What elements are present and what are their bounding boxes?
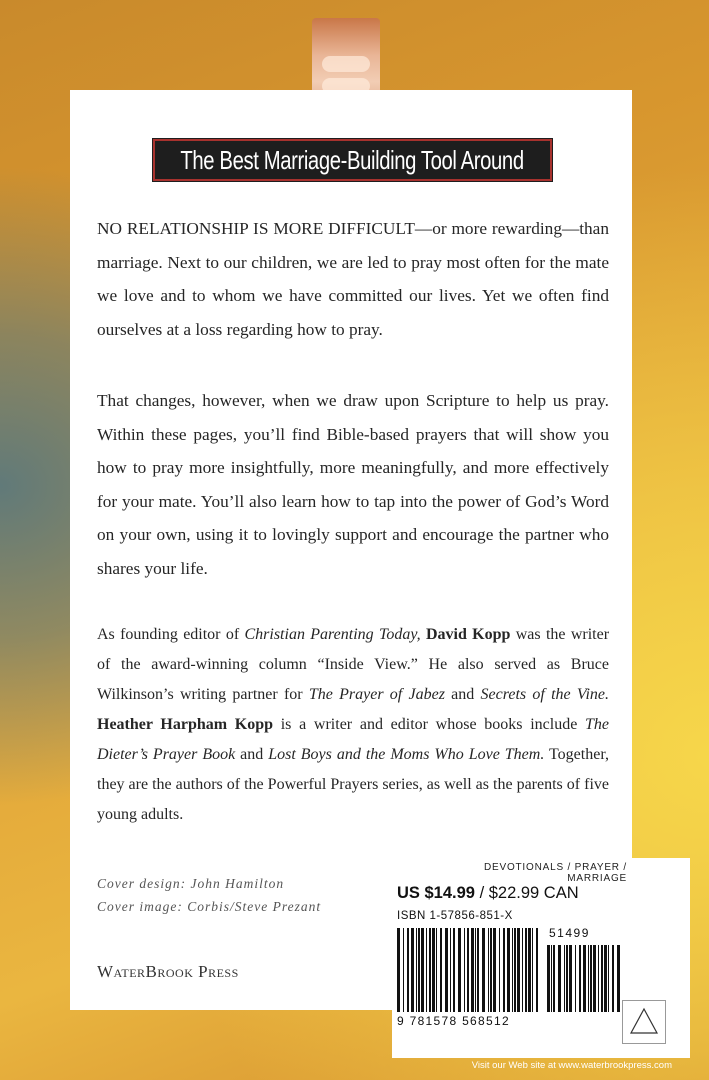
body-paragraph: That changes, however, when we draw upon Scripture to help us pray. Within these pages, you’ll find Bible-based prayers that will show you how to pray more insightfully, more meaningfully, and more effectively for your mate. You’ll also learn how to tap into the power of God’s Word on your own, using it to lovingly support and encourage the partner who shares your life. (97, 391, 609, 578)
knuckle-highlight (322, 56, 370, 72)
addon-digits: 51499 (549, 926, 590, 940)
cover-credits (97, 872, 321, 918)
publisher-triangle-icon (622, 1000, 666, 1044)
book-title: The Dieter’s Prayer Book (97, 716, 609, 763)
author-bio: As founding editor of Christian Parenting Today, David Kopp was the writer of the award-winning column “Inside View.” He also served as Bruce Wilkinson’s writing partner for The Prayer of Jabez and Secrets of the Vine. Heather Harpham Kopp is a writer and editor whose books include The Dieter’s Prayer Book and Lost Boys and the Moms Who Love Them. Together, they are the authors of the Powerful Prayers series, as well as the parents of five young adults. (97, 626, 610, 823)
book-title: Lost Boys and the Moms Who Love Them. (268, 746, 545, 763)
book-title: Secrets of the Vine. (480, 686, 610, 703)
barcode-digits: 9 781578 568512 (397, 1014, 510, 1028)
website-note: Visit our Web site at www.waterbrookpress.com (471, 1060, 672, 1071)
cover-design-credit: Cover design: John Hamilton (97, 876, 285, 891)
publisher-logo: WaterBrook Press (97, 962, 239, 981)
can-price: / $22.99 CAN (474, 884, 579, 902)
isbn-barcode (397, 928, 540, 1012)
intro-paragraph: NO RELATIONSHIP IS MORE DIFFICULT—or more rewarding—than marriage. Next to our children, we are led to pray most often for the mate we love and to whom we have committed our lives. Yet we often find ourselves at a loss regarding how to pray. (97, 219, 609, 339)
us-price: US $14.99 (397, 884, 475, 902)
cover-image-credit: Cover image: Corbis/Steve Prezant (97, 899, 322, 914)
category-label: DEVOTIONALS / PRAYER / MARRIAGE (483, 862, 627, 884)
magazine-title: Christian Parenting Today, (244, 626, 421, 643)
banner-title: The Best Marriage-Building Tool Around (180, 144, 525, 175)
title-banner (152, 138, 553, 182)
book-title: The Prayer of Jabez (308, 686, 445, 703)
price-addon-barcode (547, 945, 623, 1012)
author-name: David Kopp (425, 626, 511, 643)
price (397, 884, 579, 903)
author-name: Heather Harpham Kopp (97, 716, 274, 733)
isbn: ISBN 1-57856-851-X (397, 910, 513, 922)
